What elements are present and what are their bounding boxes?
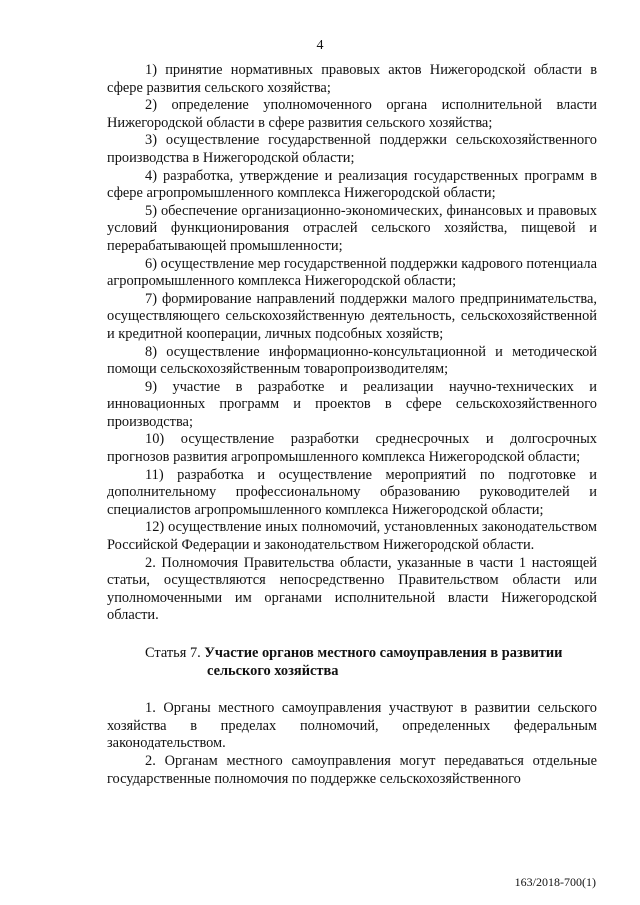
article-heading: [107, 645, 597, 680]
article-title-line2: сельского хозяйства: [207, 662, 339, 679]
document-code: 163/2018-700(1): [514, 875, 596, 889]
list-item-12: 12) осуществление иных полномочий, установленных законодательством Российской Федерации и законодательством Нижегородской области.: [107, 519, 597, 554]
article-paragraph-2: 2. Органам местного самоуправления могут передаваться отдельные государственные полномочия по поддержке сельскохозяйственного: [107, 752, 597, 787]
list-item-5: 5) обеспечение организационно-экономических, финансовых и правовых условий функционирования отраслей сельского хозяйства, пищевой и перерабатывающей промышленности;: [107, 202, 597, 254]
heading-spacer: [107, 680, 597, 700]
list-item-1: 1) принятие нормативных правовых актов Нижегородской области в сфере развития сельского хозяйства;: [107, 62, 597, 96]
list-item-4: 4) разработка, утверждение и реализация государственных программ в сфере агропромышленного комплекса Нижегородской области;: [107, 167, 597, 202]
article-paragraph-1: 1. Органы местного самоуправления участвуют в развитии сельского хозяйства в пределах полномочий, определенных федеральным законодательством.: [107, 700, 597, 752]
list-item-8: 8) осуществление информационно-консультационной и методической помощи сельскохозяйственным товаропроизводителям;: [107, 343, 597, 378]
paragraph-2: 2. Полномочия Правительства области, указанные в части 1 настоящей статьи, осуществляются непосредственно Правительством области или уполномоченными им органами исполнительной власти Нижегородской области.: [107, 554, 597, 624]
list-item-10: 10) осуществление разработки среднесрочных и долгосрочных прогнозов развития агропромышленного комплекса Нижегородской области;: [107, 431, 597, 466]
list-item-11: 11) разработка и осуществление мероприятий по подготовке и дополнительному профессиональному образованию руководителей и специалистов агропромышленного комплекса Нижегородской области;: [107, 466, 597, 518]
list-item-7: 7) формирование направлений поддержки малого предпринимательства, осуществляющего сельскохозяйственную деятельность, сельскохозяйственной и кредитной кооперации, личных подсобных хозяйств;: [107, 290, 597, 342]
list-item-6: 6) осуществление мер государственной поддержки кадрового потенциала агропромышленного комплекса Нижегородской области;: [107, 255, 597, 290]
page-number: 4: [316, 38, 324, 53]
list-item-9: 9) участие в разработке и реализации научно-технических и инновационных программ и проектов в сфере сельскохозяйственного производства;: [107, 378, 597, 430]
article-number: Статья 7.: [145, 645, 201, 661]
document-body: [107, 62, 597, 788]
list-item-3: 3) осуществление государственной поддержки сельскохозяйственного производства в Нижегородской области;: [107, 132, 597, 166]
article-title-line1: Участие органов местного самоуправления в развитии: [204, 645, 563, 661]
list-item-2: 2) определение уполномоченного органа исполнительной власти Нижегородской области в сфере развития сельского хозяйства;: [107, 97, 597, 131]
